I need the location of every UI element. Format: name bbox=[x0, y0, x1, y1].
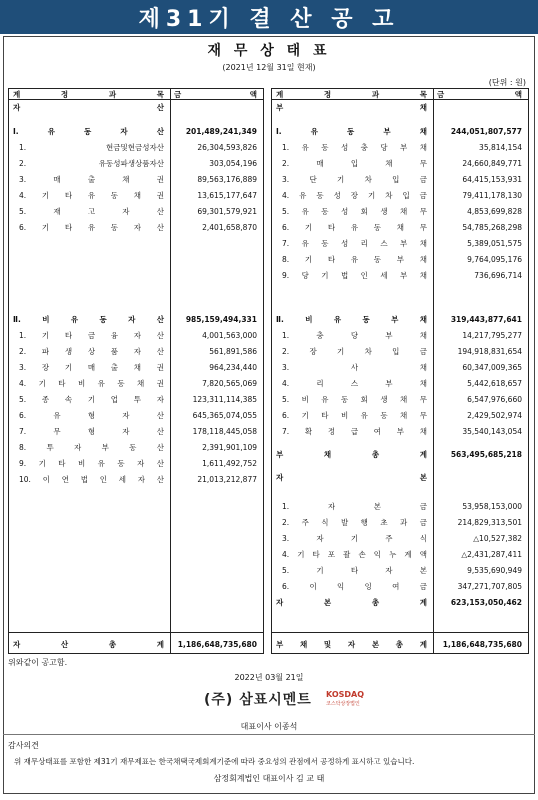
row-label: 4. 기 타 유 동 채 권 bbox=[19, 191, 164, 200]
row-amount: 79,411,178,130 bbox=[462, 191, 522, 200]
row-amount: 985,159,494,331 bbox=[185, 315, 257, 324]
row-label: 1. 유 동 성 충 당 부 채 bbox=[282, 143, 427, 152]
statement-title: 재 무 상 태 표 bbox=[207, 43, 331, 59]
row-label: 4. 리 스 부 채 bbox=[282, 379, 427, 388]
row-label: 5. 유 동 성 회 생 채 무 bbox=[282, 207, 427, 216]
row-label: 3. 단 기 차 입 금 bbox=[282, 175, 427, 184]
row-amount: 645,365,074,055 bbox=[192, 411, 257, 420]
kosdaq-caption: 코스닥상장법인 bbox=[326, 701, 360, 707]
row-amount: 214,829,313,501 bbox=[457, 518, 522, 527]
row-amount: 54,785,268,298 bbox=[462, 223, 522, 232]
row-label: 9. 기 타 비 유 동 자 산 bbox=[19, 459, 164, 468]
row-amount: 13,615,177,647 bbox=[197, 191, 257, 200]
row-amount: 1,611,492,752 bbox=[202, 459, 257, 468]
row-label: 2. 장 기 차 입 금 bbox=[282, 347, 427, 356]
header-account: 계 정 과 목 bbox=[276, 90, 427, 99]
row-label: 3. 자 기 주 식 bbox=[282, 534, 427, 543]
notice-date: 2022년 03월 21일 bbox=[234, 673, 304, 682]
row-label: 1. 기 타 금 융 자 산 bbox=[19, 331, 164, 340]
row-label: 2. 주 식 발 행 초 과 금 bbox=[282, 518, 427, 527]
row-label: Ⅰ. 유 동 부 채 bbox=[276, 127, 427, 136]
section-label: 부 채 bbox=[276, 103, 427, 112]
row-label: 자 본 bbox=[276, 473, 427, 482]
row-label: 자 본 총 계 bbox=[276, 598, 427, 607]
row-amount: 964,234,440 bbox=[209, 363, 257, 372]
ceo-signature: 대표이사 이종석 bbox=[240, 722, 298, 731]
section-label: 자 산 bbox=[13, 103, 164, 112]
row-label: 5. 비 유 동 회 생 채 무 bbox=[282, 395, 427, 404]
row-label: 4. 기 타 비 유 동 채 권 bbox=[19, 379, 164, 388]
auditor-name: 삼정회계법인 대표이사 김 교 태 bbox=[213, 774, 325, 783]
row-amount: 14,217,795,277 bbox=[462, 331, 522, 340]
assets-table bbox=[8, 88, 264, 654]
row-label: 2. 유동성파생상품자산 bbox=[19, 159, 164, 168]
notice-text: 위와같이 공고함. bbox=[8, 658, 68, 667]
column-divider bbox=[170, 89, 171, 653]
row-amount: 64,415,153,931 bbox=[462, 175, 522, 184]
row-amount: 4,001,563,000 bbox=[202, 331, 257, 340]
row-amount: 6,547,976,660 bbox=[467, 395, 522, 404]
divider bbox=[3, 734, 535, 735]
row-label: Ⅱ. 비 유 동 부 채 bbox=[276, 315, 427, 324]
total-rule bbox=[272, 632, 528, 633]
row-label: 1. 현금및현금성자산 bbox=[19, 143, 164, 152]
total-rule bbox=[9, 632, 263, 633]
row-amount: 89,563,176,889 bbox=[197, 175, 257, 184]
row-label: 6. 유 형 자 산 bbox=[19, 411, 164, 420]
row-label: 7. 무 형 자 산 bbox=[19, 427, 164, 436]
row-label: 10. 이 연 법 인 세 자 산 bbox=[19, 475, 164, 484]
row-amount: 9,764,095,176 bbox=[467, 255, 522, 264]
row-amount: 123,311,114,385 bbox=[192, 395, 257, 404]
row-amount: △10,527,382 bbox=[473, 534, 522, 543]
row-label: Ⅰ. 유 동 자 산 bbox=[13, 127, 164, 136]
row-label: 6. 기 타 유 동 자 산 bbox=[19, 223, 164, 232]
row-amount: 244,051,807,577 bbox=[450, 127, 522, 136]
row-amount: 347,271,707,805 bbox=[457, 582, 522, 591]
row-label: 5. 종 속 기 업 투 자 bbox=[19, 395, 164, 404]
row-amount: △2,431,287,411 bbox=[461, 550, 522, 559]
row-amount: 9,535,690,949 bbox=[467, 566, 522, 575]
row-amount: 623,153,050,462 bbox=[450, 598, 522, 607]
row-amount: 561,891,586 bbox=[209, 347, 257, 356]
total-label: 부 채 및 자 본 총 계 bbox=[276, 640, 427, 649]
total-amount: 1,186,648,735,680 bbox=[177, 640, 257, 649]
row-label: 5. 재 고 자 산 bbox=[19, 207, 164, 216]
row-amount: 178,118,445,058 bbox=[192, 427, 257, 436]
header-amount: 금 액 bbox=[437, 90, 522, 99]
row-amount: 53,958,153,000 bbox=[462, 502, 522, 511]
row-label: 4. 기 타 포 괄 손 익 누 계 액 bbox=[282, 550, 427, 559]
row-label: 3. 사 채 bbox=[282, 363, 427, 372]
row-amount: 201,489,241,349 bbox=[185, 127, 257, 136]
row-amount: 21,013,212,877 bbox=[197, 475, 257, 484]
row-amount: 303,054,196 bbox=[209, 159, 257, 168]
audit-title: 감사의견 bbox=[8, 741, 39, 750]
row-label: 3. 매 출 채 권 bbox=[19, 175, 164, 184]
row-amount: 69,301,579,921 bbox=[197, 207, 257, 216]
row-amount: 319,443,877,641 bbox=[450, 315, 522, 324]
row-label: 7. 유 동 성 리 스 부 채 bbox=[282, 239, 427, 248]
row-label: 3. 장 기 매 출 채 권 bbox=[19, 363, 164, 372]
row-amount: 35,814,154 bbox=[479, 143, 522, 152]
banner-title: 제31기 결 산 공 고 bbox=[138, 6, 400, 32]
row-amount: 2,429,502,974 bbox=[467, 411, 522, 420]
row-label: Ⅱ. 비 유 동 자 산 bbox=[13, 315, 164, 324]
row-amount: 4,853,699,828 bbox=[467, 207, 522, 216]
row-label: 2. 매 입 채 무 bbox=[282, 159, 427, 168]
row-label: 6. 기 타 비 유 동 채 무 bbox=[282, 411, 427, 420]
currency-unit: (단위 : 원) bbox=[488, 78, 526, 87]
total-label: 자 산 총 계 bbox=[13, 640, 164, 649]
row-amount: 5,442,618,657 bbox=[467, 379, 522, 388]
kosdaq-logo: KOSDAQ bbox=[326, 690, 365, 699]
row-label: 2. 파 생 상 품 자 산 bbox=[19, 347, 164, 356]
row-amount: 24,660,849,771 bbox=[462, 159, 522, 168]
total-amount: 1,186,648,735,680 bbox=[442, 640, 522, 649]
row-label: 9. 당 기 법 인 세 부 채 bbox=[282, 271, 427, 280]
audit-opinion: 위 재무상태표를 포함한 제31기 재무제표는 한국채택국제회계기준에 따라 중요성의 관점에서 공정하게 표시하고 있습니다. bbox=[14, 757, 415, 766]
row-label: 7. 확 정 급 여 부 채 bbox=[282, 427, 427, 436]
row-label: 6. 기 타 유 동 채 무 bbox=[282, 223, 427, 232]
row-label: 1. 충 당 부 채 bbox=[282, 331, 427, 340]
header-amount: 금 액 bbox=[174, 90, 257, 99]
row-label: 5. 기 타 자 본 bbox=[282, 566, 427, 575]
row-label: 6. 이 익 잉 여 금 bbox=[282, 582, 427, 591]
header-rule bbox=[9, 99, 263, 100]
row-amount: 5,389,051,575 bbox=[467, 239, 522, 248]
row-amount: 35,540,143,054 bbox=[462, 427, 522, 436]
row-label: 8. 투 자 부 동 산 bbox=[19, 443, 164, 452]
liabilities-equity-table bbox=[271, 88, 529, 654]
row-label: 1. 자 본 금 bbox=[282, 502, 427, 511]
statement-date: (2021년 12월 31일 현재) bbox=[222, 63, 316, 72]
column-divider bbox=[433, 89, 434, 653]
row-label: 4. 유 동 성 장 기 차 입 금 bbox=[282, 191, 427, 200]
notice-banner bbox=[0, 0, 538, 34]
row-amount: 60,347,009,365 bbox=[462, 363, 522, 372]
row-amount: 736,696,714 bbox=[474, 271, 522, 280]
row-label: 8. 기 타 유 동 부 채 bbox=[282, 255, 427, 264]
row-amount: 2,391,901,109 bbox=[202, 443, 257, 452]
row-amount: 194,918,831,654 bbox=[457, 347, 522, 356]
row-amount: 2,401,658,870 bbox=[202, 223, 257, 232]
row-label: 부 채 총 계 bbox=[276, 450, 427, 459]
header-rule bbox=[272, 99, 528, 100]
row-amount: 7,820,565,069 bbox=[202, 379, 257, 388]
company-logo: (주) 삼표시멘트 bbox=[204, 692, 312, 708]
row-amount: 563,495,685,218 bbox=[450, 450, 522, 459]
row-amount: 26,304,593,826 bbox=[197, 143, 257, 152]
header-account: 계 정 과 목 bbox=[13, 90, 164, 99]
